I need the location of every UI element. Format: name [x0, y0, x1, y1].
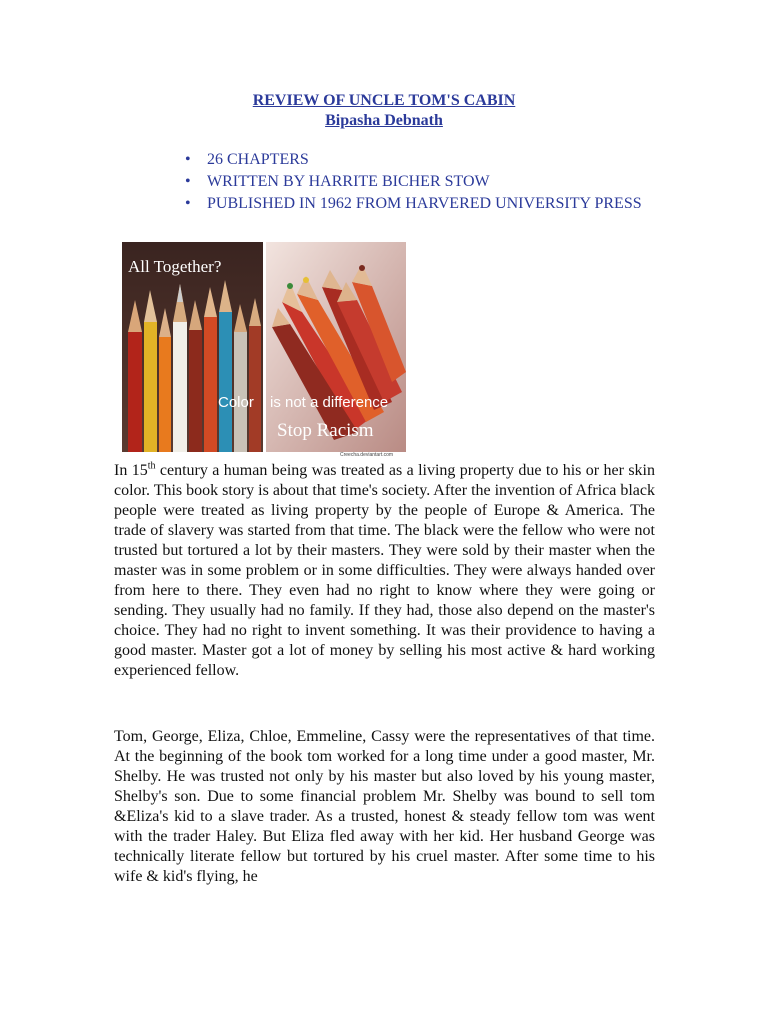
paragraph-body: century a human being was treated as a living property due to his or her skin color. This book story is about that time's society. After the invention of Africa black people were treated as living property by the people of Europe & America. The trade of slavery was started from that time. The black were the fellow who were not trusted but tortured a lot by their masters. They were sold by their master when the master was in some problem or in some difficulties. They were always handed over from here to there. They even had no right to know where they were going or sending. They usually had no family. If they had, those also depend on the master's choice. They had no right to invent something. It was their providence to having a good master. Master got a lot of money by selling his most active & hard working experienced fellow. — [114, 462, 656, 679]
poster-question: All Together? — [128, 257, 222, 276]
poster-caption-left: Color — [218, 394, 254, 411]
ordinal-suffix: th — [147, 460, 156, 472]
poster-credit: Creecha.deviantart.com — [340, 452, 394, 458]
book-facts-list — [185, 150, 655, 216]
document-author: Bipasha Debnath — [325, 112, 443, 129]
paragraph-characters: Tom, George, Eliza, Chloe, Emmeline, Cassy were the representatives of that time. At the beginning of the book tom worked for a long time under a good master, Mr. Shelby. He was trusted not only by his master but also loved by his young master, Shelby's son. Due to some financial problem Mr. Shelby was bound to sell tom &Eliza's kid to a slave trader. As a trusted, honest & steady fellow tom was went with the trader Haley. But Eliza fled away with her kid. Her husband George was technically literate fellow but tortured by his cruel master. After some time to his wife & kid's flying, he — [114, 728, 655, 885]
paragraph-lead: In 15 — [114, 462, 148, 479]
list-item: • 26 CHAPTERS — [185, 150, 655, 170]
poster-image — [122, 242, 406, 452]
document-title: REVIEW OF UNCLE TOM'S CABIN — [252, 92, 516, 109]
list-item: • WRITTEN BY HARRITE BICHER STOW — [185, 172, 655, 192]
poster-slogan: Stop Racism — [277, 420, 374, 441]
paragraph-history — [114, 461, 655, 681]
stop-racism-poster — [122, 242, 406, 452]
poster-caption-right: is not a difference — [270, 394, 389, 411]
list-item: • PUBLISHED IN 1962 FROM HARVERED UNIVERSITY PRESS — [185, 194, 655, 214]
